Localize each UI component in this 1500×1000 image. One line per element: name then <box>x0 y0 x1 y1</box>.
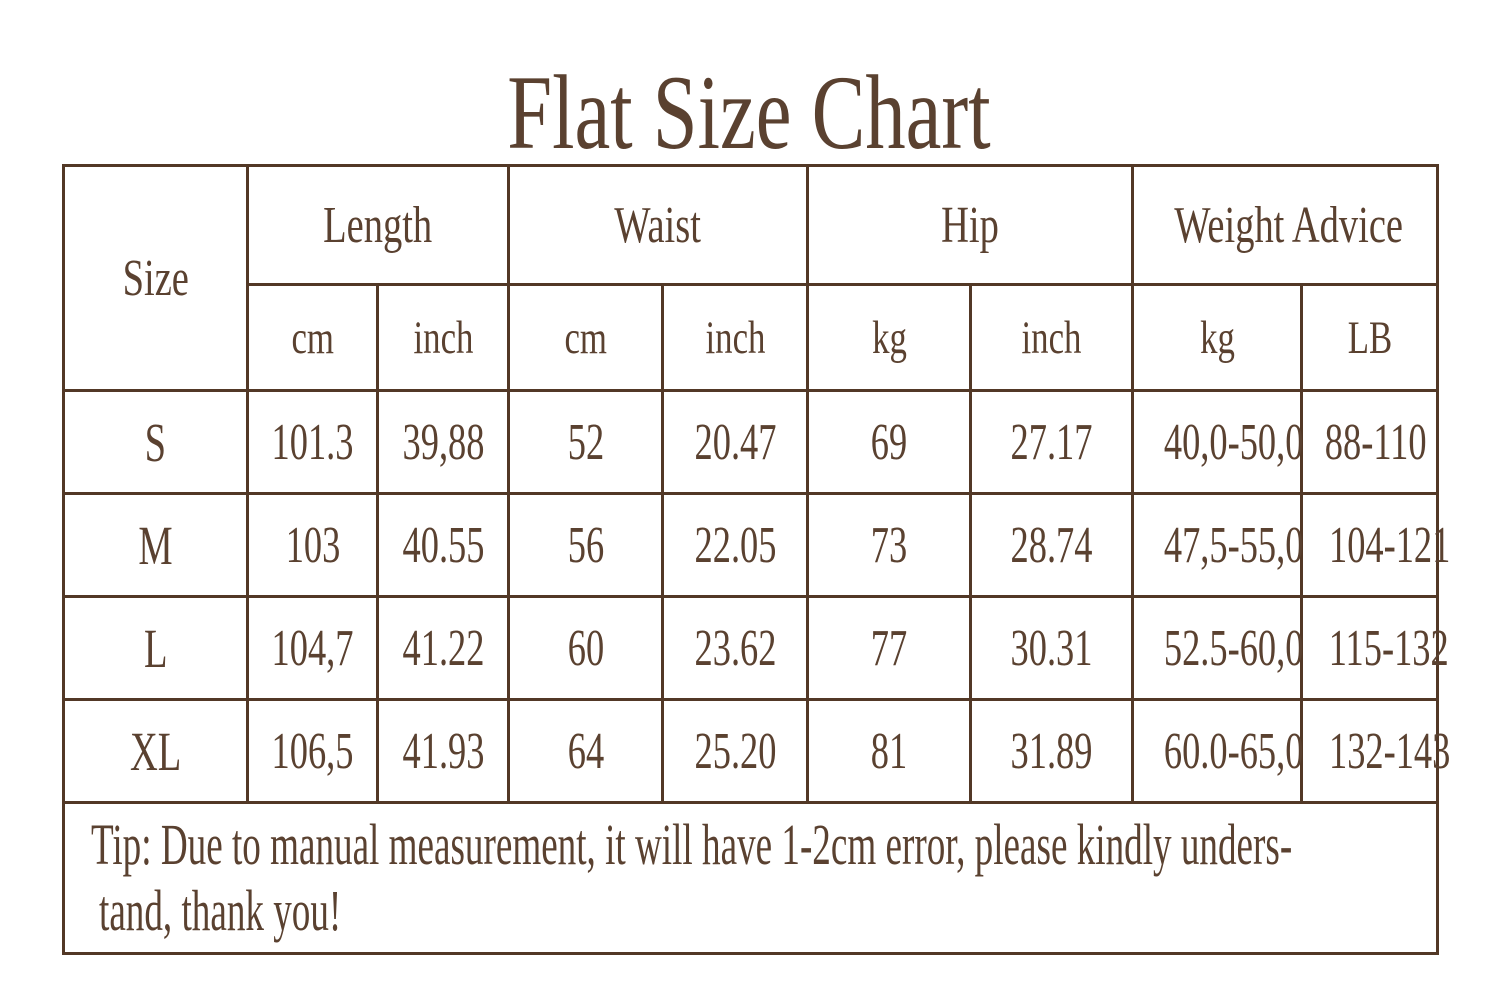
value-cell <box>378 494 509 597</box>
unit-cell-waist-cm <box>509 285 663 391</box>
cell-value: 77 <box>870 619 908 677</box>
value-cell <box>971 597 1133 700</box>
value-cell <box>971 391 1133 494</box>
unit-label: inch <box>705 311 765 364</box>
cell-value: 41.22 <box>402 619 484 677</box>
unit-cell-weight-lb <box>1302 285 1438 391</box>
cell-value: 47,5-55,0 <box>1163 516 1304 574</box>
value-cell <box>378 700 509 803</box>
header-length-label: Length <box>323 196 433 254</box>
value-cell <box>808 391 971 494</box>
size-cell <box>64 700 248 803</box>
value-cell <box>971 494 1133 597</box>
value-cell <box>808 700 971 803</box>
unit-cell-weight-kg <box>1133 285 1302 391</box>
size-label: M <box>138 514 173 576</box>
cell-value: 20.47 <box>694 413 776 471</box>
unit-cell-hip-inch <box>971 285 1133 391</box>
cell-value: 104,7 <box>271 619 354 677</box>
header-cell-length <box>248 166 509 285</box>
value-cell <box>509 597 663 700</box>
header-cell-hip <box>808 166 1133 285</box>
value-cell <box>1133 494 1302 597</box>
unit-label: kg <box>1199 311 1235 364</box>
cell-value: 40,0-50,0 <box>1163 413 1304 471</box>
header-cell-waist <box>509 166 808 285</box>
cell-value: 60.0-65,0 <box>1163 722 1304 780</box>
table-row-s <box>64 391 1438 494</box>
cell-value: 103 <box>285 516 340 574</box>
page-title-text: Flat Size Chart <box>507 54 991 171</box>
unit-label: LB <box>1347 311 1392 364</box>
header-size-label: Size <box>122 249 189 307</box>
header-cell-size <box>64 166 248 391</box>
unit-cell-length-cm <box>248 285 378 391</box>
value-cell <box>1133 700 1302 803</box>
table-row-m <box>64 494 1438 597</box>
value-cell <box>1133 597 1302 700</box>
header-weight-advice-label: Weight Advice <box>1174 196 1404 254</box>
cell-value: 31.89 <box>1010 722 1093 780</box>
value-cell <box>378 597 509 700</box>
tip-text-line1: Tip: Due to manual measurement, it will have 1-2cm error, please kindly unders- <box>91 812 1293 877</box>
cell-value: 28.74 <box>1010 516 1093 574</box>
value-cell <box>248 597 378 700</box>
value-cell <box>808 494 971 597</box>
header-waist-label: Waist <box>614 196 702 254</box>
size-chart-table <box>62 164 1451 955</box>
unit-label: cm <box>291 311 334 364</box>
value-cell <box>1133 391 1302 494</box>
value-cell <box>971 700 1133 803</box>
tip-row <box>64 803 1438 954</box>
cell-value: 41.93 <box>402 722 484 780</box>
cell-value: 23.62 <box>694 619 776 677</box>
value-cell <box>663 700 808 803</box>
size-cell <box>64 391 248 494</box>
cell-value: 60 <box>567 619 604 677</box>
size-label: S <box>144 411 167 473</box>
value-cell <box>378 391 509 494</box>
cell-value: 25.20 <box>694 722 776 780</box>
cell-value: 88-110 <box>1324 413 1427 471</box>
value-cell <box>1302 391 1438 494</box>
cell-value: 69 <box>870 413 908 471</box>
unit-cell-hip-kg <box>808 285 971 391</box>
tip-text-line2: tand, thank you! <box>99 878 342 943</box>
page-title <box>62 52 1436 174</box>
value-cell <box>248 391 378 494</box>
cell-value: 132-143 <box>1329 722 1451 780</box>
cell-value: 56 <box>567 516 604 574</box>
value-cell <box>509 494 663 597</box>
unit-cell-waist-inch <box>663 285 808 391</box>
cell-value: 73 <box>870 516 908 574</box>
cell-value: 39,88 <box>402 413 484 471</box>
header-hip-label: Hip <box>941 196 999 254</box>
value-cell <box>1302 597 1449 700</box>
tip-cell <box>64 803 1438 954</box>
cell-value: 115-132 <box>1328 619 1449 677</box>
cell-value: 27.17 <box>1010 413 1093 471</box>
header-row <box>64 166 1438 285</box>
value-cell <box>1302 700 1451 803</box>
unit-label: inch <box>413 311 473 364</box>
unit-label: inch <box>1021 311 1082 364</box>
value-cell <box>663 494 808 597</box>
value-cell <box>1302 494 1451 597</box>
value-cell <box>663 391 808 494</box>
size-label: L <box>143 617 168 679</box>
value-cell <box>808 597 971 700</box>
value-cell <box>509 700 663 803</box>
size-cell <box>64 494 248 597</box>
value-cell <box>248 494 378 597</box>
cell-value: 101.3 <box>271 413 354 471</box>
table-row-l <box>64 597 1438 700</box>
cell-value: 52.5-60,0 <box>1163 619 1304 677</box>
value-cell <box>663 597 808 700</box>
cell-value: 22.05 <box>694 516 776 574</box>
unit-cell-length-inch <box>378 285 509 391</box>
cell-value: 52 <box>567 413 604 471</box>
cell-value: 64 <box>567 722 604 780</box>
value-cell <box>509 391 663 494</box>
cell-value: 106,5 <box>271 722 354 780</box>
units-row <box>64 285 1438 391</box>
unit-label: cm <box>564 311 607 364</box>
cell-value: 81 <box>870 722 908 780</box>
cell-value: 104-121 <box>1329 516 1451 574</box>
unit-label: kg <box>871 311 907 364</box>
cell-value: 30.31 <box>1010 619 1093 677</box>
size-cell <box>64 597 248 700</box>
table-row-xl <box>64 700 1438 803</box>
header-cell-weight-advice <box>1133 166 1438 285</box>
value-cell <box>248 700 378 803</box>
cell-value: 40.55 <box>402 516 484 574</box>
size-label: XL <box>129 720 182 782</box>
